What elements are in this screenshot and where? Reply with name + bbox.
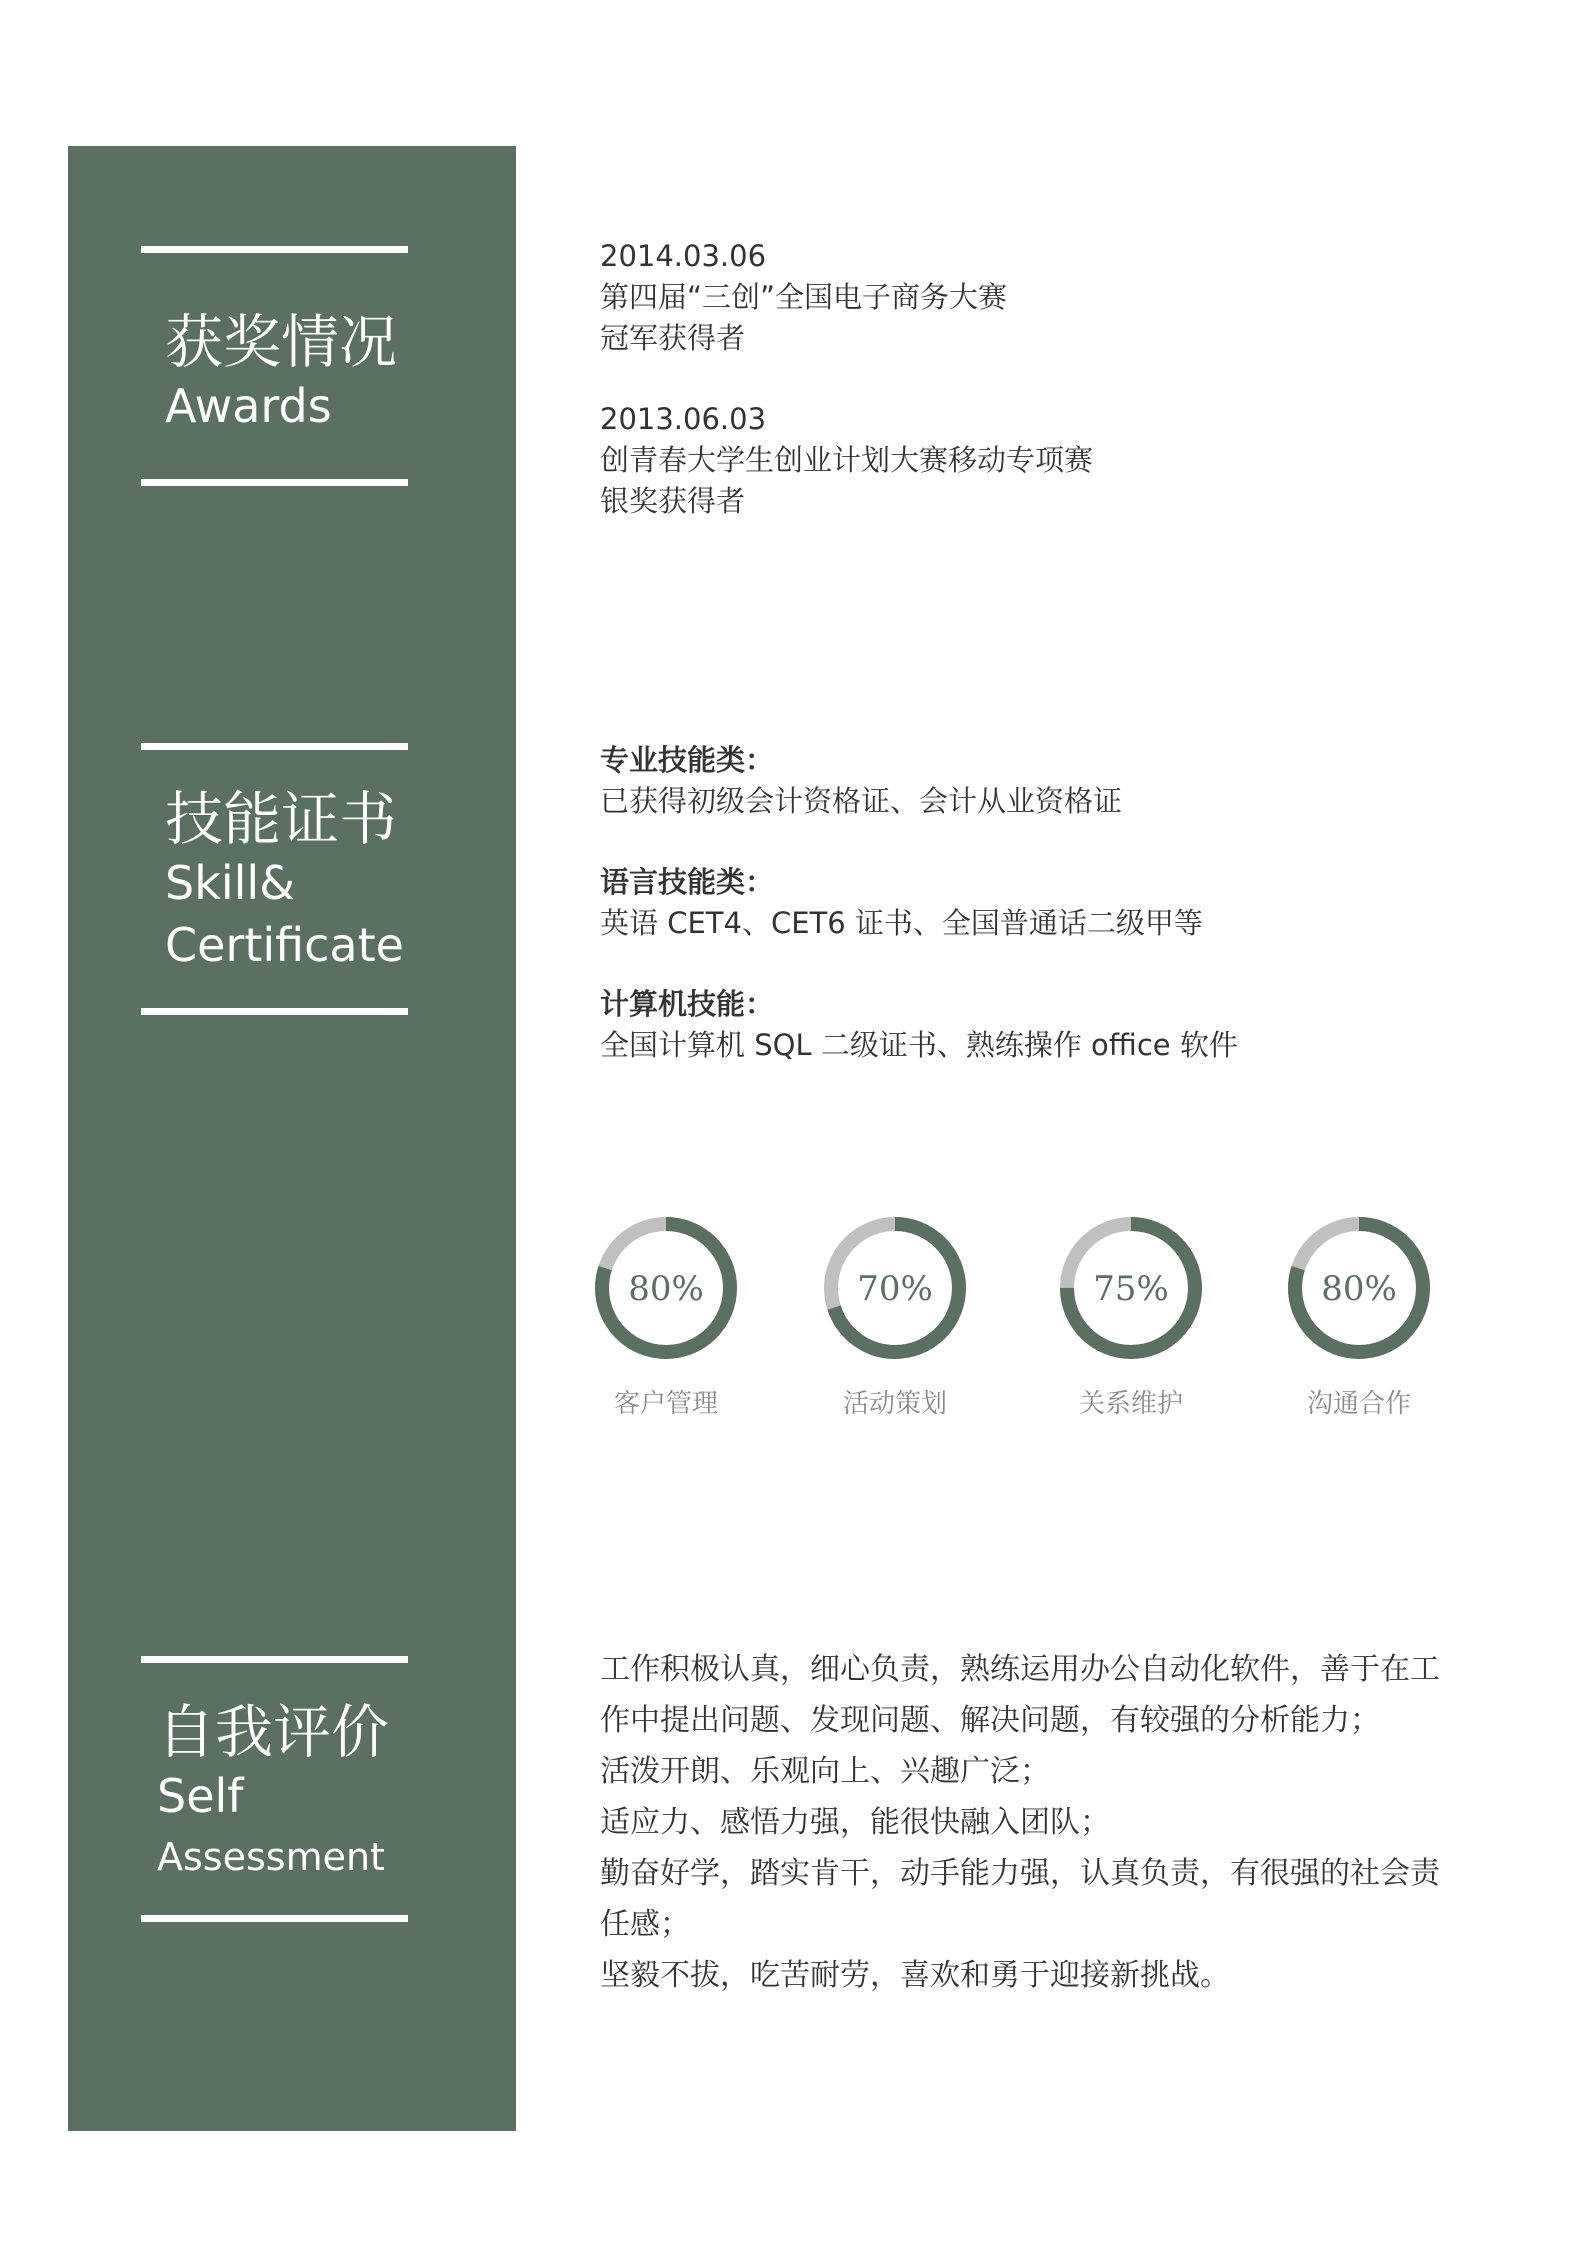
skill-detail: 英语 CET4、CET6 证书、全国普通话二级甲等 — [600, 906, 1203, 940]
awards-title-cn: 获奖情况 — [165, 308, 398, 376]
skills-title-cn: 技能证书 — [165, 785, 398, 853]
section-divider — [141, 246, 408, 253]
award-date: 2013.06.03 — [600, 402, 767, 436]
skill-heading: 计算机技能： — [600, 987, 775, 1021]
skill-percent: 75% — [1093, 1269, 1169, 1309]
skill-heading: 专业技能类： — [600, 743, 775, 777]
skills-heading — [165, 786, 404, 976]
assessment-line: 活泼开朗、乐观向上、兴趣广泛； — [600, 1754, 1050, 1789]
skill-ring-item — [1259, 1213, 1459, 1420]
self-assessment-text — [600, 1644, 1440, 2001]
award-name: 创青春大学生创业计划大赛移动专项赛 — [600, 443, 1094, 477]
skill-detail: 已获得初级会计资格证、会计从业资格证 — [600, 784, 1123, 818]
assessment-line: 作中提出问题、发现问题、解决问题，有较强的分析能力； — [600, 1703, 1380, 1738]
self-title-en-2: Assessment — [157, 1835, 385, 1879]
skill-ring — [591, 1213, 741, 1363]
skill-label: 关系维护 — [1078, 1389, 1183, 1419]
award-result: 冠军获得者 — [600, 321, 746, 355]
section-divider — [141, 1008, 408, 1015]
skill-ring-item — [1031, 1213, 1231, 1420]
section-divider — [141, 743, 408, 750]
skill-ring-item — [566, 1213, 766, 1420]
skill-detail: 全国计算机 SQL 二级证书、熟练操作 office 软件 — [600, 1028, 1238, 1062]
skill-ring — [1284, 1213, 1434, 1363]
self-title-en-1: Self — [157, 1769, 244, 1823]
assessment-line: 任感； — [600, 1907, 690, 1942]
skills-title-en-2: Certificate — [165, 918, 404, 972]
skill-label: 沟通合作 — [1306, 1389, 1411, 1419]
skills-list — [600, 740, 1238, 1066]
section-divider — [141, 1656, 408, 1663]
skill-percent: 80% — [1321, 1269, 1397, 1309]
skill-ring — [820, 1213, 970, 1363]
skills-title-en-1: Skill& — [165, 856, 296, 910]
assessment-line: 适应力、感悟力强，能很快融入团队； — [600, 1805, 1110, 1840]
award-result: 银奖获得者 — [600, 484, 746, 518]
awards-heading — [165, 309, 397, 437]
awards-list — [600, 236, 1093, 522]
skill-percent: 80% — [628, 1269, 704, 1309]
skill-ring-item — [795, 1213, 995, 1420]
skill-percent: 70% — [857, 1269, 933, 1309]
awards-title-en: Awards — [165, 379, 332, 433]
assessment-line: 坚毅不拔，吃苦耐劳，喜欢和勇于迎接新挑战。 — [600, 1958, 1230, 1993]
self-heading — [157, 1699, 389, 1887]
assessment-line: 勤奋好学，踏实肯干，动手能力强，认真负责，有很强的社会责 — [600, 1856, 1440, 1891]
section-divider — [141, 1915, 408, 1922]
skill-heading: 语言技能类： — [600, 865, 775, 899]
section-divider — [141, 479, 408, 486]
skill-ring — [1056, 1213, 1206, 1363]
skill-label: 客户管理 — [613, 1389, 718, 1419]
skill-label: 活动策划 — [842, 1389, 947, 1419]
self-title-cn: 自我评价 — [157, 1698, 390, 1766]
award-date: 2014.03.06 — [600, 239, 767, 273]
assessment-line: 工作积极认真，细心负责，熟练运用办公自动化软件，善于在工 — [600, 1652, 1440, 1687]
award-name: 第四届“三创”全国电子商务大赛 — [600, 280, 1008, 314]
sidebar — [68, 146, 516, 2131]
